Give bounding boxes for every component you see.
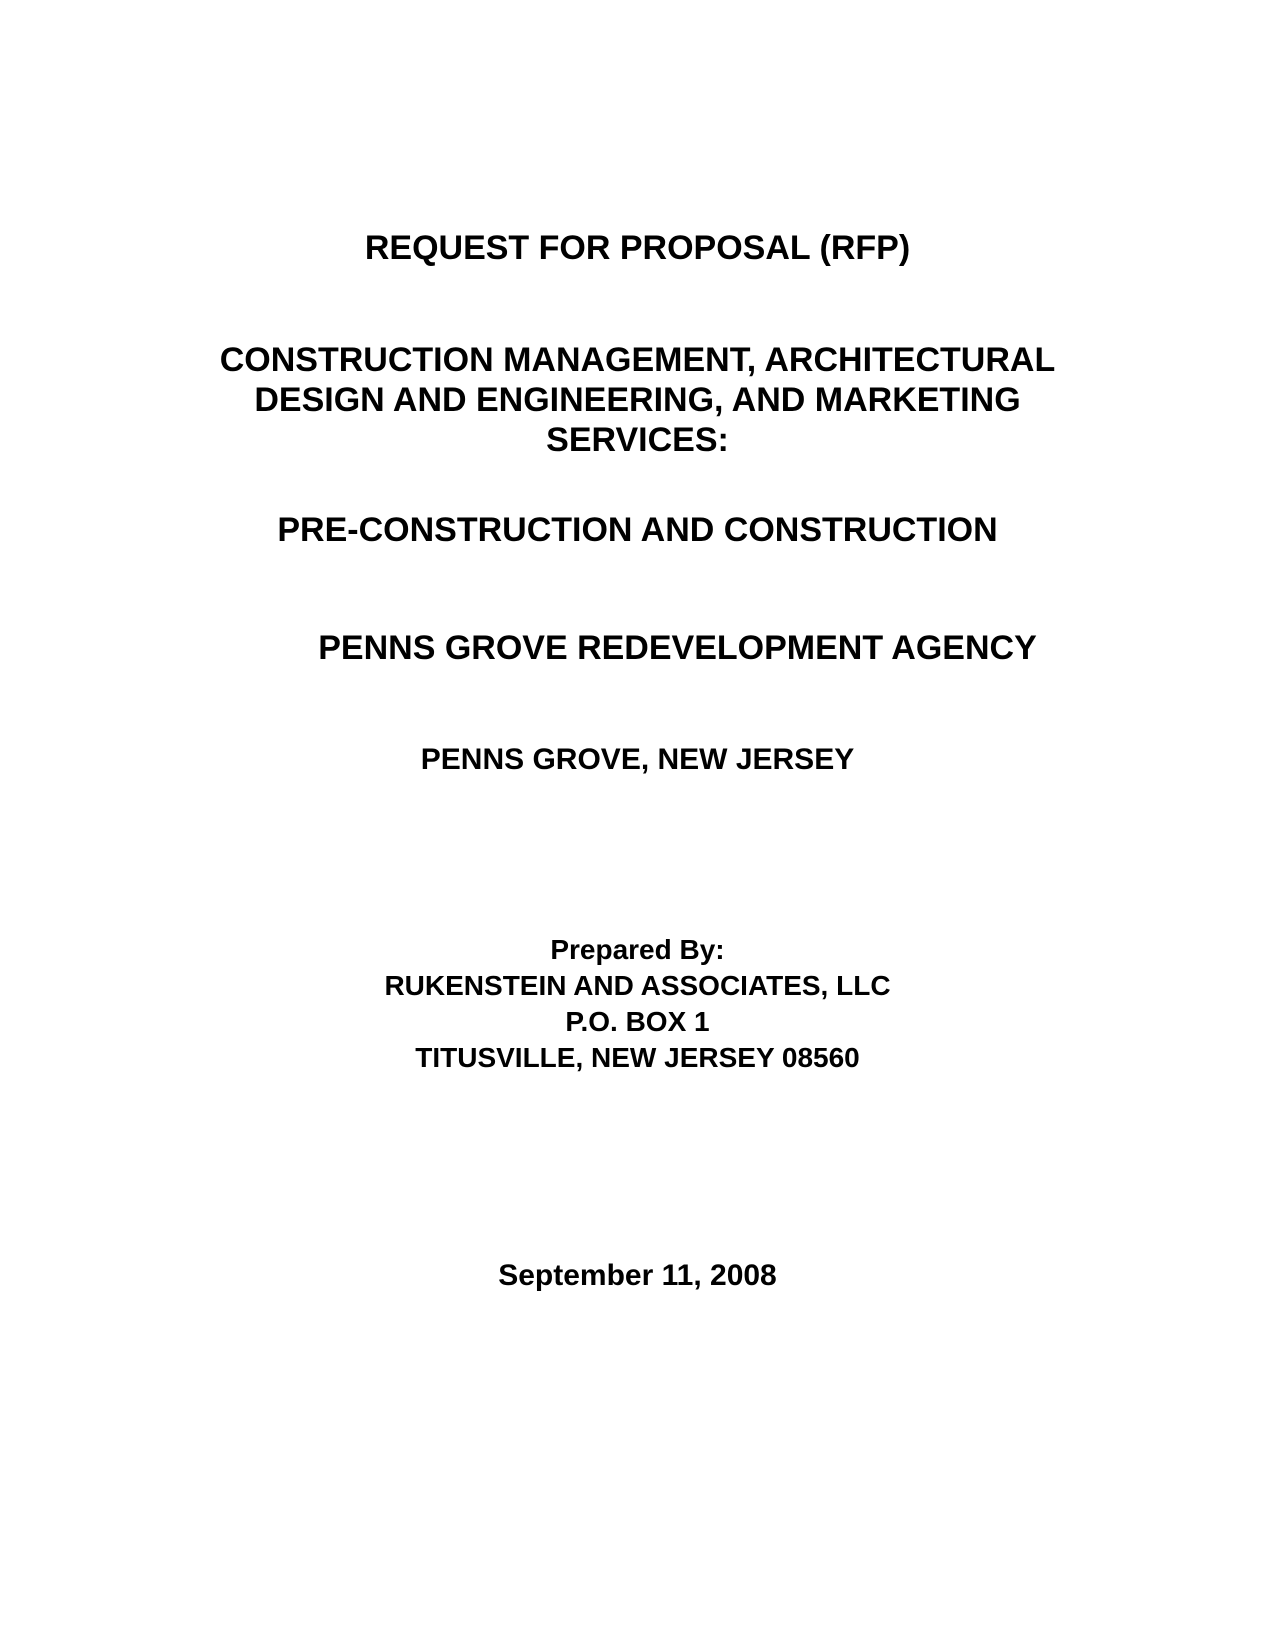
services-heading	[0, 340, 1275, 460]
prepared-by-po-box: P.O. BOX 1	[565, 1006, 710, 1037]
prepared-by-block	[0, 932, 1275, 1076]
location-heading: PENNS GROVE, NEW JERSEY	[420, 743, 855, 776]
services-line-2: DESIGN AND ENGINEERING, AND MARKETING	[254, 381, 1021, 419]
prepared-by-city: TITUSVILLE, NEW JERSEY 08560	[415, 1042, 860, 1073]
agency-heading: PENNS GROVE REDEVELOPMENT AGENCY	[318, 629, 1037, 667]
services-line-3: SERVICES:	[546, 421, 729, 459]
prepared-by-company: RUKENSTEIN AND ASSOCIATES, LLC	[384, 970, 891, 1001]
document-date: September 11, 2008	[498, 1259, 777, 1292]
phase-heading: PRE-CONSTRUCTION AND CONSTRUCTION	[277, 511, 998, 549]
prepared-by-label: Prepared By:	[550, 934, 725, 965]
services-line-1: CONSTRUCTION MANAGEMENT, ARCHITECTURAL	[219, 341, 1056, 379]
document-title: REQUEST FOR PROPOSAL (RFP)	[364, 229, 911, 267]
